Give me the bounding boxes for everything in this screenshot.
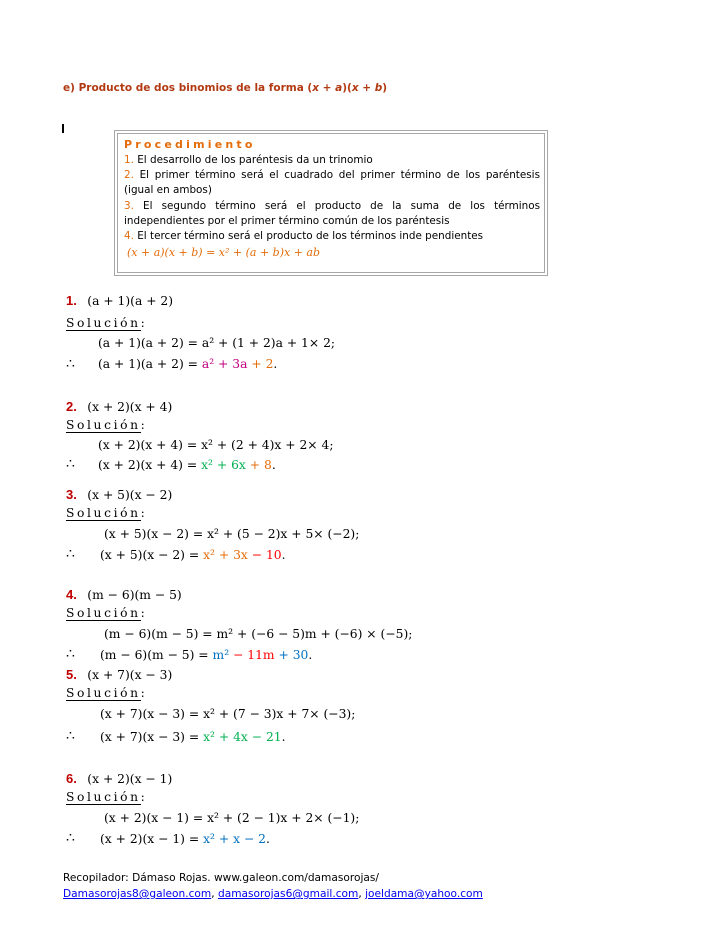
- result-5: (x + 7)(x − 3) = x² + 4x − 21.: [100, 730, 286, 744]
- procedure-formula: (x + a)(x + b) = x² + (a + b)x + ab: [127, 246, 321, 260]
- email-link-yahoo[interactable]: joeldama@yahoo.com: [365, 888, 483, 900]
- therefore-symbol: ∴: [66, 830, 75, 846]
- procedure-inner: [117, 133, 545, 273]
- solution-step-3: (x + 5)(x − 2) = x² + (5 − 2)x + 5× (−2);: [104, 527, 360, 541]
- result-2: (x + 2)(x + 4) = x² + 6x + 8.: [98, 458, 276, 472]
- procedure-step-1: 1. El desarrollo de los paréntesis da un trinomio: [124, 154, 373, 166]
- procedure-step-4: 4. El tercer término será el producto de los términos inde pendientes: [124, 230, 484, 243]
- solution-step-6: (x + 2)(x − 1) = x² + (2 − 1)x + 2× (−1);: [104, 811, 360, 825]
- problem-5: 5. (x + 7)(x − 3): [66, 667, 173, 682]
- margin-mark: [62, 124, 64, 133]
- solution-label-1: Solución:: [66, 316, 148, 330]
- problem-4: 4. (m − 6)(m − 5): [66, 587, 182, 602]
- problem-1: 1. (a + 1)(a + 2): [66, 293, 174, 308]
- solution-label-2: Solución:: [66, 418, 148, 432]
- problem-3: 3. (x + 5)(x − 2): [66, 487, 173, 502]
- solution-label-4: Solución:: [66, 606, 148, 620]
- title-suffix: ): [382, 82, 388, 94]
- therefore-symbol: ∴: [66, 356, 75, 372]
- procedure-step-2: 2. El primer término será el cuadrado del primer término de los paréntesis (igual en ambos): [124, 169, 540, 197]
- therefore-symbol: ∴: [66, 728, 75, 744]
- email-link-gmail[interactable]: damasorojas6@gmail.com: [217, 888, 359, 900]
- solution-step-1: (a + 1)(a + 2) = a² + (1 + 2)a + 1× 2;: [98, 336, 336, 350]
- result-4: (m − 6)(m − 5) = m² − 11m + 30.: [100, 648, 313, 662]
- solution-step-2: (x + 2)(x + 4) = x² + (2 + 4)x + 2× 4;: [98, 438, 334, 452]
- procedure-title: Procedimiento: [124, 138, 256, 151]
- title-factor-2: x + b: [351, 82, 383, 94]
- problem-2: 2. (x + 2)(x + 4): [66, 399, 173, 414]
- solution-label-6: Solución:: [66, 790, 148, 804]
- footer-credit: Recopilador: Dámaso Rojas. www.galeon.com/damasorojas/: [63, 872, 379, 884]
- result-6: (x + 2)(x − 1) = x² + x − 2.: [100, 832, 270, 846]
- result-3: (x + 5)(x − 2) = x² + 3x − 10.: [100, 548, 286, 562]
- procedure-step-3: 3. El segundo término será el producto de la suma de los términos independientes por el primer término común de los paréntesis: [124, 199, 540, 227]
- footer: [63, 870, 483, 902]
- section-title: [63, 82, 387, 94]
- footer-emails: Damasorojas8@galeon.com, damasorojas6@gmail.com, joeldama@yahoo.com: [63, 888, 483, 900]
- therefore-symbol: ∴: [66, 456, 75, 472]
- solution-label-3: Solución:: [66, 506, 148, 520]
- title-factor-1: x + a: [312, 82, 343, 94]
- problem-6: 6. (x + 2)(x − 1): [66, 771, 173, 786]
- title-mid: )(: [342, 82, 352, 94]
- result-1: (a + 1)(a + 2) = a² + 3a + 2.: [98, 357, 278, 371]
- therefore-symbol: ∴: [66, 646, 75, 662]
- email-link-galeon[interactable]: Damasorojas8@galeon.com: [63, 888, 212, 900]
- procedure-box: [114, 130, 548, 276]
- solution-label-5: Solución:: [66, 686, 148, 700]
- solution-step-4: (m − 6)(m − 5) = m² + (−6 − 5)m + (−6) × (−5);: [104, 627, 413, 641]
- title-prefix: e) Producto de dos binomios de la forma (: [63, 82, 313, 94]
- solution-step-5: (x + 7)(x − 3) = x² + (7 − 3)x + 7× (−3);: [100, 707, 356, 721]
- therefore-symbol: ∴: [66, 546, 75, 562]
